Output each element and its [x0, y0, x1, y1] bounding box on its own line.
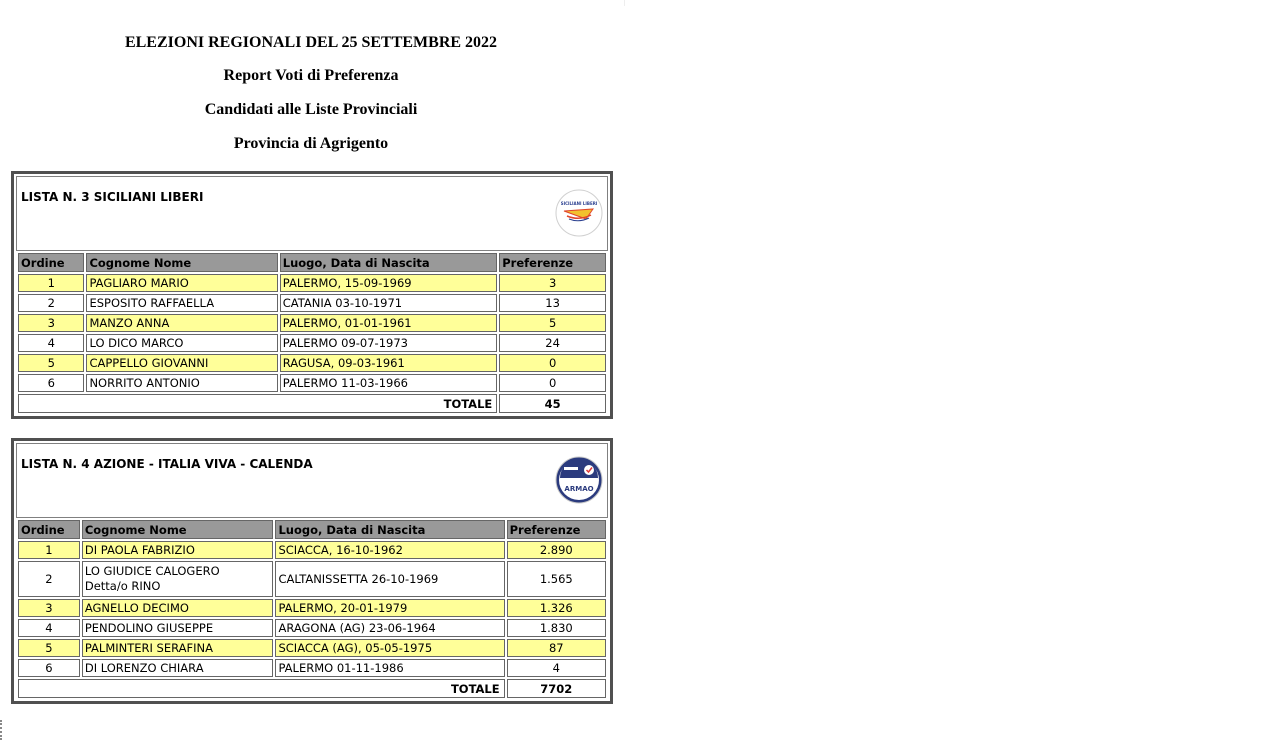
candidate-name: LO GIUDICE CALOGERO: [84, 564, 220, 578]
cell-prefs: 0: [499, 354, 606, 372]
cell-birth: PALERMO, 01-01-1961: [280, 314, 497, 332]
cell-prefs: 24: [499, 334, 606, 352]
col-order-header: Ordine: [18, 520, 80, 539]
cell-birth: SCIACCA, 16-10-1962: [275, 541, 504, 559]
cell-birth: CATANIA 03-10-1971: [280, 294, 497, 312]
cell-prefs: 4: [507, 659, 606, 677]
table-row: [18, 334, 606, 352]
cell-prefs: 0: [499, 374, 606, 392]
cell-prefs: 13: [499, 294, 606, 312]
cell-name: PENDOLINO GIUSEPPE: [82, 619, 274, 637]
cell-prefs: 5: [499, 314, 606, 332]
cell-prefs: 1.326: [507, 599, 606, 617]
cell-order: 3: [18, 599, 80, 617]
cell-birth: ARAGONA (AG) 23-06-1964: [275, 619, 504, 637]
total-row: [18, 394, 606, 413]
armao-logo: [555, 456, 603, 504]
col-name-header: Cognome Nome: [86, 253, 277, 272]
resize-handle[interactable]: [0, 720, 4, 740]
logo-text: ARMAO: [564, 485, 594, 493]
cell-order: 6: [18, 374, 84, 392]
list-header: [16, 443, 608, 518]
table-header-row: [18, 520, 606, 539]
cell-order: 1: [18, 274, 84, 292]
table-row: [18, 561, 606, 597]
list-header: [16, 176, 608, 251]
cell-order: 1: [18, 541, 80, 559]
candidate-alias: Detta/o RINO: [84, 579, 161, 593]
cell-name: PAGLIARO MARIO: [86, 274, 277, 292]
total-label: TOTALE: [18, 394, 497, 413]
candidates-table: [16, 518, 608, 700]
col-birth-header: Luogo, Data di Nascita: [280, 253, 497, 272]
logo-text: SICILIANI LIBERI: [560, 201, 598, 206]
cell-name: [82, 561, 274, 597]
table-row: [18, 541, 606, 559]
report-subtitle: Report Voti di Preferenza: [223, 67, 399, 84]
cell-order: 5: [18, 639, 80, 657]
cell-order: 6: [18, 659, 80, 677]
cell-birth: PALERMO 09-07-1973: [280, 334, 497, 352]
list-title: LISTA N. 3 SICILIANI LIBERI: [21, 190, 204, 204]
cell-birth: CALTANISSETTA 26-10-1969: [275, 561, 504, 597]
cell-prefs: 1.565: [507, 561, 606, 597]
total-value: 7702: [507, 679, 606, 698]
table-row: [18, 599, 606, 617]
total-value: 45: [499, 394, 606, 413]
cell-name: ESPOSITO RAFFAELLA: [86, 294, 277, 312]
col-order-header: Ordine: [18, 253, 84, 272]
cell-order: 5: [18, 354, 84, 372]
cell-birth: PALERMO, 20-01-1979: [275, 599, 504, 617]
total-row: [18, 679, 606, 698]
cell-order: 4: [18, 619, 80, 637]
table-row: [18, 659, 606, 677]
report-province: Provincia di Agrigento: [233, 135, 389, 152]
cell-birth: SCIACCA (AG), 05-05-1975: [275, 639, 504, 657]
cell-birth: PALERMO 01-11-1986: [275, 659, 504, 677]
candidates-table: [16, 251, 608, 415]
table-row: [18, 354, 606, 372]
list-panel-azione-italia-viva: [11, 438, 613, 704]
cell-birth: PALERMO, 15-09-1969: [280, 274, 497, 292]
report-title: ELEZIONI REGIONALI DEL 25 SETTEMBRE 2022: [124, 34, 498, 51]
cell-birth: PALERMO 11-03-1966: [280, 374, 497, 392]
cell-name: NORRITO ANTONIO: [86, 374, 277, 392]
cell-name: PALMINTERI SERAFINA: [82, 639, 274, 657]
cell-name: CAPPELLO GIOVANNI: [86, 354, 277, 372]
col-prefs-header: Preferenze: [507, 520, 606, 539]
cell-name: LO DICO MARCO: [86, 334, 277, 352]
report-section: Candidati alle Liste Provinciali: [204, 101, 418, 118]
table-row: [18, 294, 606, 312]
divider: [624, 0, 625, 6]
cell-name: DI PAOLA FABRIZIO: [82, 541, 274, 559]
list-title: LISTA N. 4 AZIONE - ITALIA VIVA - CALENDA: [21, 457, 313, 471]
table-row: [18, 374, 606, 392]
total-label: TOTALE: [18, 679, 505, 698]
list-panel-siciliani-liberi: [11, 171, 613, 419]
cell-order: 2: [18, 561, 80, 597]
cell-prefs: 2.890: [507, 541, 606, 559]
cell-name: DI LORENZO CHIARA: [82, 659, 274, 677]
report-headings: [12, 24, 610, 160]
cell-order: 3: [18, 314, 84, 332]
table-row: [18, 314, 606, 332]
table-header-row: [18, 253, 606, 272]
table-row: [18, 619, 606, 637]
cell-prefs: 87: [507, 639, 606, 657]
col-birth-header: Luogo, Data di Nascita: [275, 520, 504, 539]
cell-name: AGNELLO DECIMO: [82, 599, 274, 617]
table-row: [18, 274, 606, 292]
table-row: [18, 639, 606, 657]
cell-birth: RAGUSA, 09-03-1961: [280, 354, 497, 372]
cell-order: 4: [18, 334, 84, 352]
col-prefs-header: Preferenze: [499, 253, 606, 272]
cell-prefs: 1.830: [507, 619, 606, 637]
cell-order: 2: [18, 294, 84, 312]
siciliani-liberi-logo: [555, 189, 603, 237]
cell-name: MANZO ANNA: [86, 314, 277, 332]
col-name-header: Cognome Nome: [82, 520, 274, 539]
cell-prefs: 3: [499, 274, 606, 292]
